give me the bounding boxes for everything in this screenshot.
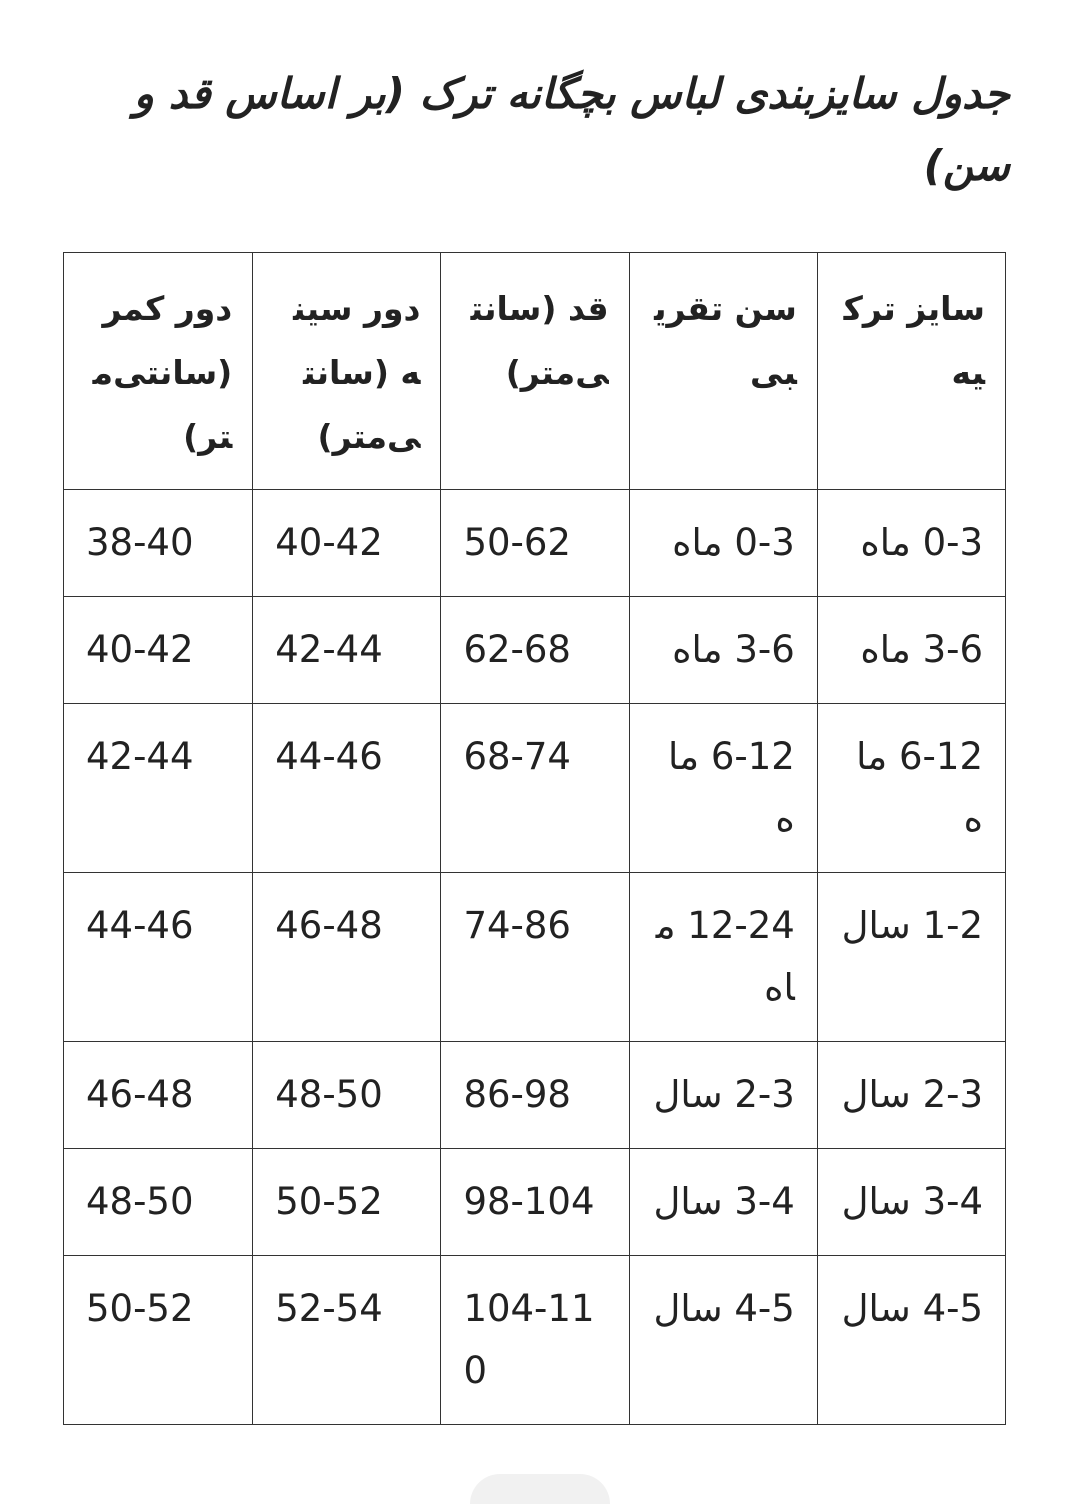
cell-approx-age: 4-5 سال (629, 1256, 817, 1425)
cell-turkey-size: 6-12 ماه (817, 704, 1005, 873)
cell-chest: 46-48 (253, 873, 441, 1042)
cell-waist: 40-42 (64, 597, 253, 704)
cell-approx-age: 12-24 ماه (629, 873, 817, 1042)
cell-waist: 44-46 (64, 873, 253, 1042)
header-chest: دور سینه (سانتی‌متر) (253, 253, 441, 490)
table-row (64, 1042, 1006, 1149)
cell-height: 62-68 (441, 597, 629, 704)
table-row (64, 704, 1006, 873)
cell-approx-age: 2-3 سال (629, 1042, 817, 1149)
cell-height: 50-62 (441, 490, 629, 597)
page-title: جدول سایزبندی لباس بچگانه ترک (بر اساس قد و سن) (133, 69, 1010, 190)
table-row (64, 597, 1006, 704)
cell-turkey-size: 0-3 ماه (817, 490, 1005, 597)
cell-chest: 50-52 (253, 1149, 441, 1256)
header-height: قد (سانتی‌متر) (441, 253, 629, 490)
cell-waist: 46-48 (64, 1042, 253, 1149)
cell-chest: 52-54 (253, 1256, 441, 1425)
cell-chest: 40-42 (253, 490, 441, 597)
cell-turkey-size: 3-6 ماه (817, 597, 1005, 704)
cell-height: 68-74 (441, 704, 629, 873)
cell-height: 104-110 (441, 1256, 629, 1425)
cell-approx-age: 3-6 ماه (629, 597, 817, 704)
header-waist: دور کمر (سانتی‌متر) (64, 253, 253, 490)
cell-waist: 38-40 (64, 490, 253, 597)
table-row (64, 873, 1006, 1042)
cell-turkey-size: 2-3 سال (817, 1042, 1005, 1149)
cell-height: 98-104 (441, 1149, 629, 1256)
cell-waist: 48-50 (64, 1149, 253, 1256)
cell-turkey-size: 1-2 سال (817, 873, 1005, 1042)
table-header-row (64, 253, 1006, 490)
cell-chest: 42-44 (253, 597, 441, 704)
cell-turkey-size: 3-4 سال (817, 1149, 1005, 1256)
cell-chest: 48-50 (253, 1042, 441, 1149)
cell-waist: 50-52 (64, 1256, 253, 1425)
cell-approx-age: 3-4 سال (629, 1149, 817, 1256)
cell-height: 86-98 (441, 1042, 629, 1149)
cell-chest: 44-46 (253, 704, 441, 873)
size-chart-table (63, 252, 1006, 1425)
header-turkey-size: سایز ترکیه (817, 253, 1005, 490)
cell-approx-age: 6-12 ماه (629, 704, 817, 873)
cell-turkey-size: 4-5 سال (817, 1256, 1005, 1425)
table-row (64, 1149, 1006, 1256)
cell-waist: 42-44 (64, 704, 253, 873)
bottom-scroll-handle (470, 1474, 610, 1504)
cell-height: 74-86 (441, 873, 629, 1042)
header-approx-age: سن تقریبی (629, 253, 817, 490)
cell-approx-age: 0-3 ماه (629, 490, 817, 597)
table-row (64, 1256, 1006, 1425)
table-row (64, 490, 1006, 597)
